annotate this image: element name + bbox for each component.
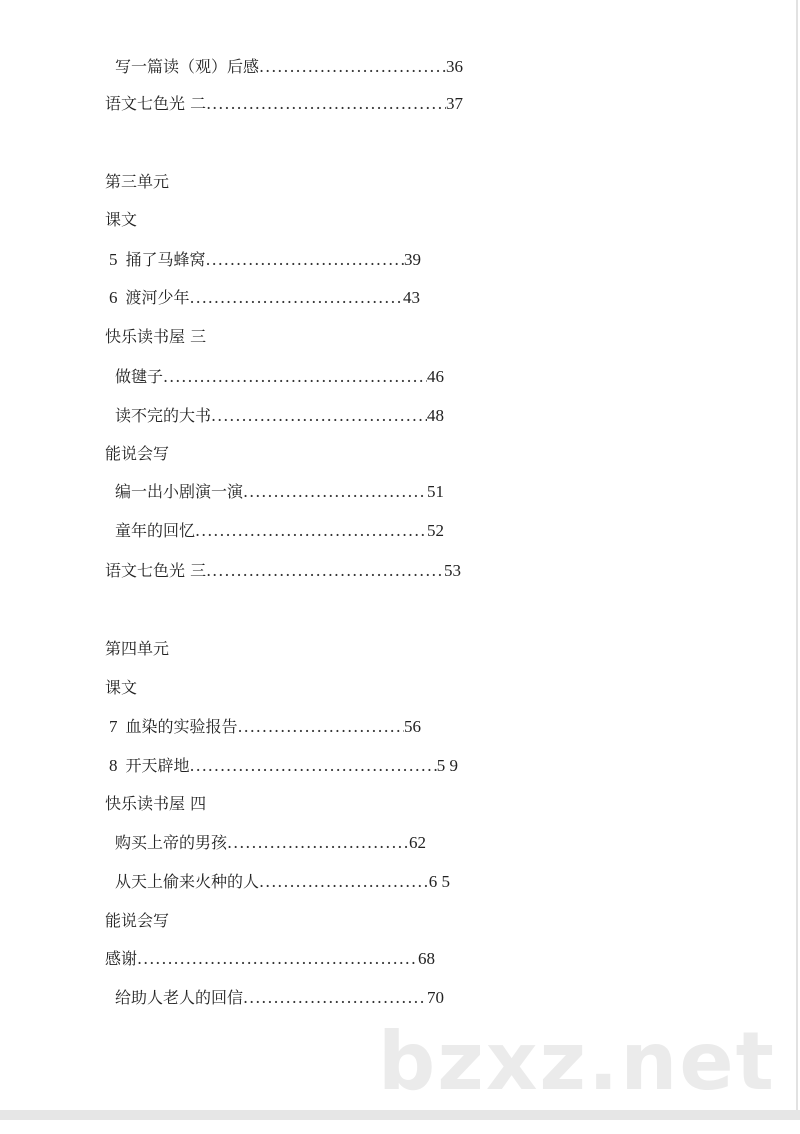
toc-entry [115, 405, 444, 427]
toc-title: 第三单元 [105, 172, 170, 191]
toc-title: 课文 [105, 678, 138, 697]
toc-page: 43 [403, 288, 420, 307]
toc-title: 渡河少年 [125, 288, 190, 307]
toc-entry [109, 249, 421, 271]
unit-heading [105, 171, 169, 193]
toc-page: 68 [418, 949, 435, 968]
toc-entry [109, 716, 421, 738]
watermark: bzxz.net [378, 1015, 776, 1108]
toc-entry [115, 56, 463, 78]
toc-title: 读不完的大书 [115, 406, 212, 425]
toc-title: 语文七色光 二 [105, 94, 207, 113]
page-separator [0, 1110, 800, 1120]
toc-page: 70 [427, 988, 444, 1007]
section-heading [105, 793, 206, 815]
toc-title: 快乐读书屋 四 [105, 794, 207, 813]
toc-page: 52 [427, 521, 444, 540]
toc-title: 开天辟地 [125, 756, 190, 775]
toc-title: 编一出小剧演一演 [115, 482, 244, 501]
dot-leader [190, 755, 437, 777]
toc-page: 46 [427, 367, 444, 386]
section-heading [105, 910, 169, 932]
lesson-number: 8 [109, 756, 118, 775]
toc-page: 48 [427, 406, 444, 425]
toc-title: 能说会写 [105, 444, 170, 463]
toc-entry [115, 871, 450, 893]
dot-leader [206, 93, 446, 115]
toc-title: 血染的实验报告 [125, 717, 238, 736]
toc-title: 从天上偷来火种的人 [115, 872, 260, 891]
toc-entry [105, 948, 435, 970]
toc-entry [109, 755, 458, 777]
toc-page: 56 [404, 717, 421, 736]
section-heading [105, 209, 137, 231]
toc-entry [115, 481, 444, 503]
dot-leader [259, 871, 429, 893]
toc-page: 51 [427, 482, 444, 501]
dot-leader [227, 832, 409, 854]
dot-leader [206, 249, 404, 271]
toc-entry [115, 987, 444, 1009]
section-heading [105, 443, 169, 465]
section-heading [105, 677, 137, 699]
toc-entry [115, 366, 444, 388]
toc-page: 53 [444, 561, 461, 580]
toc-title: 第四单元 [105, 639, 170, 658]
toc-entry [105, 560, 461, 582]
dot-leader [190, 287, 403, 309]
toc-page: 62 [409, 833, 426, 852]
lesson-number: 6 [109, 288, 118, 307]
toc-title: 给助人老人的回信 [115, 988, 244, 1007]
toc-title: 做毽子 [115, 367, 164, 386]
toc-title: 课文 [105, 210, 138, 229]
toc-page: 37 [446, 94, 463, 113]
toc-entry [109, 287, 420, 309]
toc-entry [115, 520, 444, 542]
dot-leader [211, 405, 427, 427]
lesson-number: 7 [109, 717, 118, 736]
dot-leader [243, 481, 427, 503]
toc-entry [105, 93, 463, 115]
toc-title: 捅了马蜂窝 [125, 250, 206, 269]
toc-page: 36 [446, 57, 463, 76]
toc-page: 5 9 [436, 756, 458, 775]
toc-page: 39 [404, 250, 421, 269]
dot-leader [195, 520, 427, 542]
section-heading [105, 326, 206, 348]
lesson-number: 5 [109, 250, 118, 269]
toc-title: 购买上帝的男孩 [115, 833, 228, 852]
toc-title: 能说会写 [105, 911, 170, 930]
dot-leader [243, 987, 427, 1009]
dot-leader [137, 948, 418, 970]
toc-title: 快乐读书屋 三 [105, 327, 207, 346]
toc-title: 童年的回忆 [115, 521, 196, 540]
dot-leader [163, 366, 427, 388]
toc-page: 6 5 [428, 872, 450, 891]
toc-title: 感谢 [105, 949, 138, 968]
dot-leader [238, 716, 404, 738]
dot-leader [206, 560, 444, 582]
toc-title: 写一篇读（观）后感 [115, 57, 260, 76]
toc-title: 语文七色光 三 [105, 561, 207, 580]
dot-leader [259, 56, 446, 78]
unit-heading [105, 638, 169, 660]
toc-entry [115, 832, 426, 854]
